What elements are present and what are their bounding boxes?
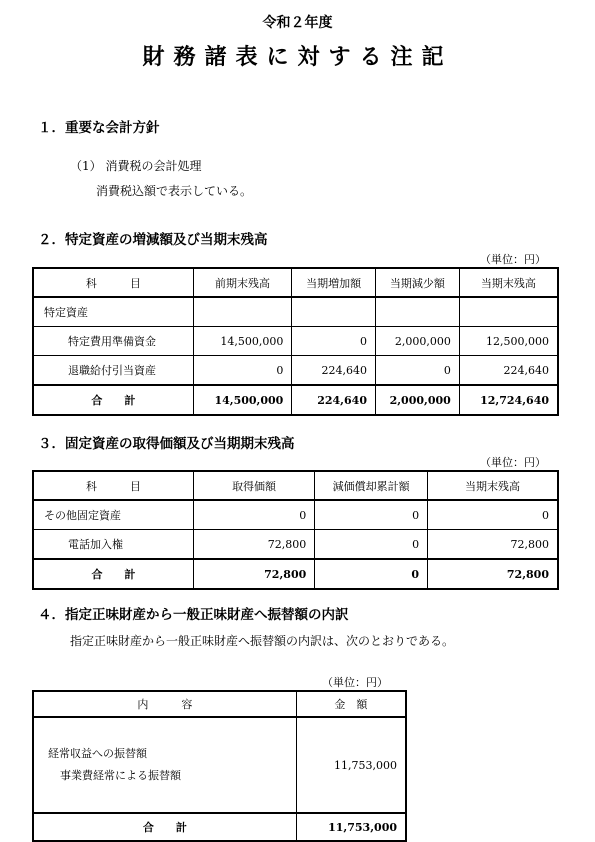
- total-value: 72,800: [193, 559, 314, 589]
- page-title: 財務諸表に対する注記: [142, 44, 453, 70]
- section-3-unit: （単位：円）: [480, 456, 546, 469]
- cell-value: 0: [292, 327, 376, 356]
- specific-assets-table: [32, 267, 559, 416]
- section-2-heading: ２．特定資産の増減額及び当期末残高: [38, 232, 268, 248]
- amount-cell: 11,753,000: [296, 717, 406, 813]
- total-row: [33, 385, 558, 415]
- total-value: 0: [315, 559, 428, 589]
- column-header: 内 容: [33, 691, 296, 717]
- total-value: 224,640: [292, 385, 376, 415]
- section-2-unit: （単位：円）: [480, 253, 546, 266]
- cell-value: 72,800: [193, 530, 314, 560]
- table-row: [33, 530, 558, 560]
- section-3-heading: ３．固定資産の取得価額及び当期期末残高: [38, 436, 295, 452]
- section-4-intro: 指定正味財産から一般正味財産へ振替額の内訳は、次のとおりである。: [70, 634, 455, 648]
- section-1-heading: １．重要な会計方針: [38, 120, 160, 136]
- table-header-row: [33, 471, 558, 500]
- column-header: 科 目: [33, 471, 193, 500]
- table-header-row: [33, 691, 406, 717]
- table-header-row: [33, 268, 558, 297]
- fiscal-year-title: 令和２年度: [262, 15, 333, 31]
- table-row: [33, 297, 558, 327]
- cell-value: 2,000,000: [375, 327, 459, 356]
- column-header: 減価償却累計額: [315, 471, 428, 500]
- total-label: 合 計: [33, 813, 296, 841]
- detail-cell: [33, 717, 296, 813]
- table-row: [33, 356, 558, 386]
- total-label: 合 計: [33, 559, 193, 589]
- section-1-text: 消費税込額で表示している。: [96, 184, 253, 198]
- section-1-subheading: （1） 消費税の会計処理: [70, 159, 202, 173]
- row-label: 特定資産: [33, 297, 193, 327]
- column-header: 当期増加額: [292, 268, 376, 297]
- row-label: 退職給付引当資産: [33, 356, 193, 386]
- row-label: 特定費用準備資金: [33, 327, 193, 356]
- cell-value: 0: [315, 500, 428, 530]
- cell-value: 0: [315, 530, 428, 560]
- fixed-assets-table: [32, 470, 559, 590]
- cell-value: 72,800: [428, 530, 558, 560]
- cell-value: 12,500,000: [459, 327, 558, 356]
- column-header: 当期減少額: [375, 268, 459, 297]
- section-4-unit: （単位：円）: [322, 676, 388, 689]
- detail-line-2: 事業費経常による振替額: [60, 769, 181, 782]
- total-row: [33, 813, 406, 841]
- cell-value: 224,640: [459, 356, 558, 386]
- table-row: [33, 327, 558, 356]
- total-value: 12,724,640: [459, 385, 558, 415]
- detail-line-1: 経常収益への振替額: [48, 747, 147, 760]
- row-label: 電話加入権: [33, 530, 193, 560]
- column-header: 科 目: [33, 268, 193, 297]
- total-value: 72,800: [428, 559, 558, 589]
- column-header: 金 額: [296, 691, 406, 717]
- column-header: 取得価額: [193, 471, 314, 500]
- total-value: 2,000,000: [375, 385, 459, 415]
- column-header: 前期末残高: [193, 268, 292, 297]
- cell-value: 14,500,000: [193, 327, 292, 356]
- cell-value: 0: [193, 356, 292, 386]
- column-header: 当期末残高: [428, 471, 558, 500]
- cell-value: 0: [375, 356, 459, 386]
- transfer-breakdown-table: [32, 690, 407, 842]
- table-row: [33, 717, 406, 813]
- total-label: 合 計: [33, 385, 193, 415]
- cell-value: 224,640: [292, 356, 376, 386]
- cell-value: 0: [428, 500, 558, 530]
- section-4-heading: ４．指定正味財産から一般正味財産へ振替額の内訳: [38, 607, 349, 623]
- row-label: その他固定資産: [33, 500, 193, 530]
- total-row: [33, 559, 558, 589]
- table-row: [33, 500, 558, 530]
- column-header: 当期末残高: [459, 268, 558, 297]
- cell-value: 0: [193, 500, 314, 530]
- total-value: 11,753,000: [296, 813, 406, 841]
- total-value: 14,500,000: [193, 385, 292, 415]
